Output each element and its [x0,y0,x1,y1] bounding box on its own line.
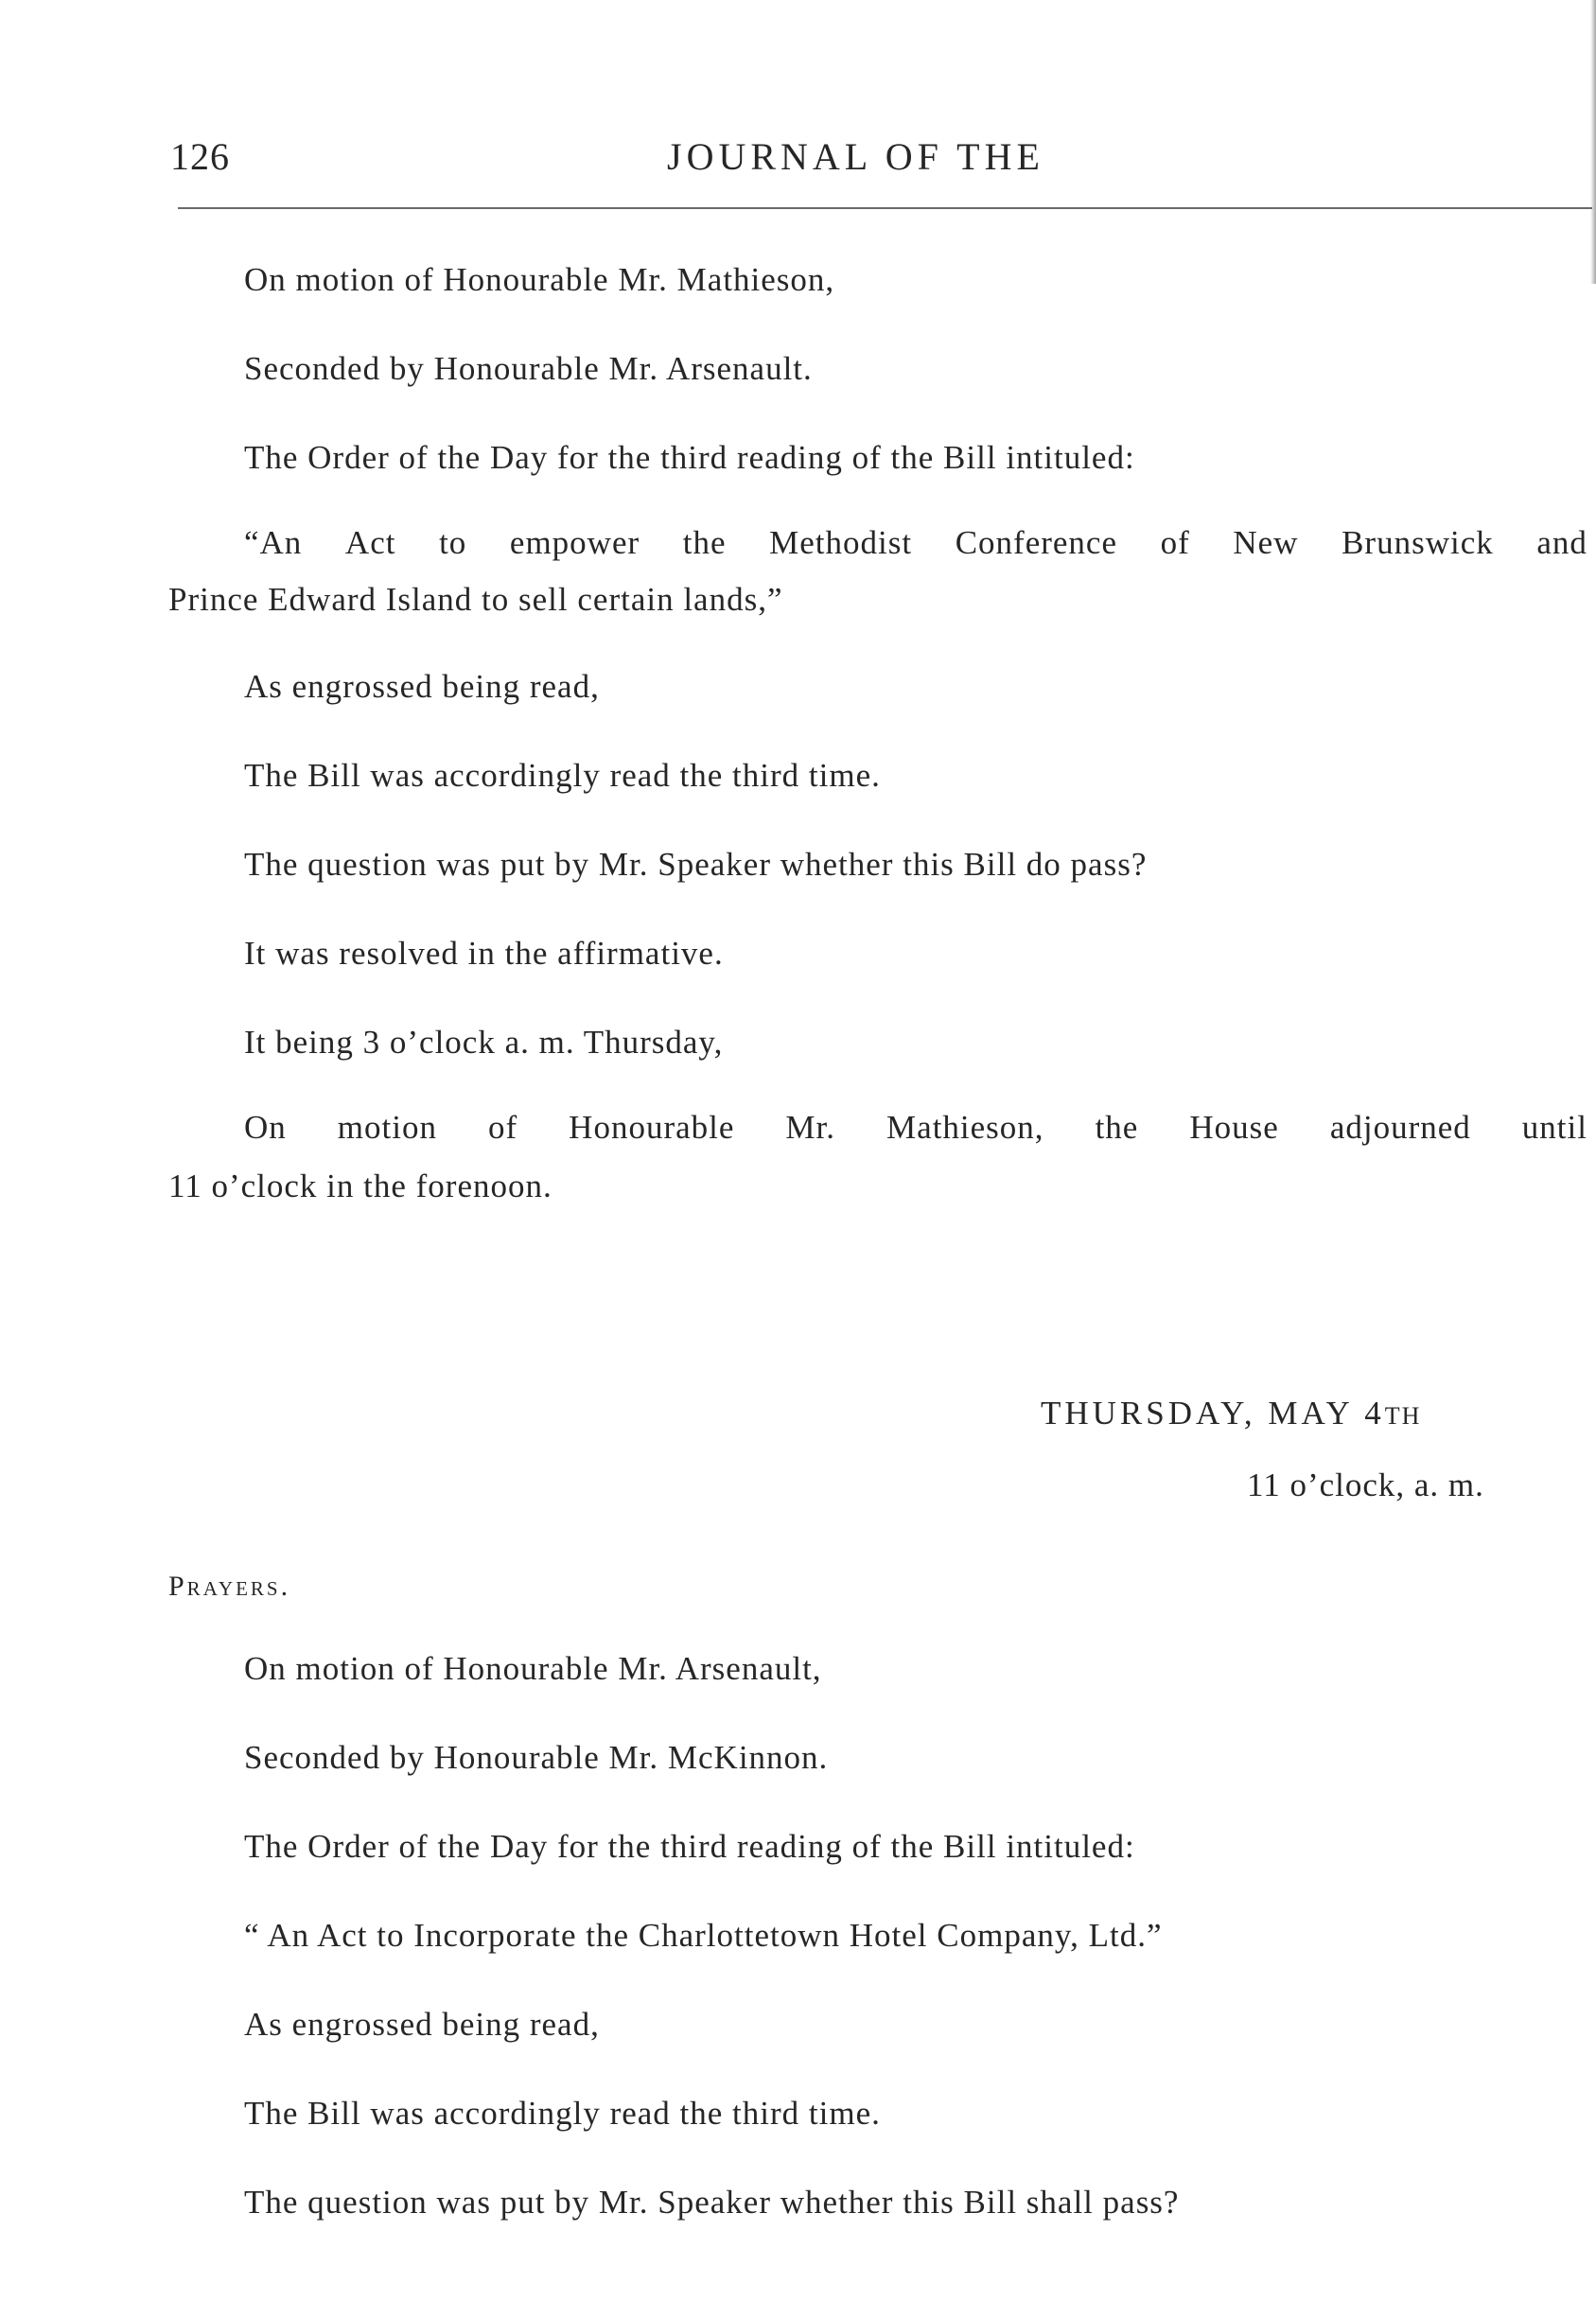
date-main: THURSDAY, MAY 4 [1041,1395,1385,1432]
header-rule [178,207,1592,209]
running-head [170,134,1589,191]
word: to [439,524,467,561]
word: Brunswick [1342,524,1494,561]
motion-line: On motion of Honourable Mr. Arsenault, [244,1650,822,1687]
word: motion [337,1109,437,1146]
resolved-line: It was resolved in the affirmative. [244,935,724,972]
act-title-line-2: Prince Edward Island to sell certain lands,” [168,581,783,618]
adjourn-line-2: 11 o’clock in the forenoon. [168,1168,552,1204]
sitting-time: 11 o’clock, a. m. [1247,1467,1484,1503]
act-title-line: “ An Act to Incorporate the Charlottetown Hotel Company, Ltd.” [244,1917,1163,1954]
word: New [1233,524,1299,561]
order-of-day-line: The Order of the Day for the third reading of the Bill intituled: [244,439,1135,476]
engrossed-line: As engrossed being read, [244,668,600,705]
word: and [1536,524,1587,561]
word: the [682,524,727,561]
read-third-line: The Bill was accordingly read the third time. [244,2095,881,2132]
act-title-line-1 [244,526,1587,559]
word: Conference [955,524,1117,561]
word: empower [509,524,640,561]
question-line: The question was put by Mr. Speaker whether this Bill shall pass? [244,2184,1180,2221]
engrossed-line: As engrossed being read, [244,2006,600,2043]
word: Mathieson, [886,1109,1044,1146]
seconded-line: Seconded by Honourable Mr. McKinnon. [244,1739,829,1776]
word: adjourned [1329,1109,1471,1146]
word: House [1189,1109,1279,1146]
time-note-line: It being 3 o’clock a. m. Thursday, [244,1024,724,1061]
word: Methodist [769,524,913,561]
word: of [488,1109,518,1146]
prayers-heading: Prayers. [168,1571,291,1602]
word: Honourable [569,1109,735,1146]
read-third-line: The Bill was accordingly read the third time. [244,757,881,794]
word: the [1095,1109,1139,1146]
word: of [1160,524,1190,561]
motion-line: On motion of Honourable Mr. Mathieson, [244,261,835,298]
page-number: 126 [170,135,230,178]
date-suffix: TH [1384,1402,1422,1430]
page-edge-shadow [1590,0,1596,284]
word: Mr. [785,1109,836,1146]
journal-title: JOURNAL OF THE [667,135,1044,178]
date-heading [1041,1395,1421,1432]
word: On [244,1109,287,1146]
word: Act [344,524,396,561]
question-line: The question was put by Mr. Speaker whether this Bill do pass? [244,846,1148,883]
adjourn-line-1 [244,1111,1587,1144]
word: until [1521,1109,1587,1146]
seconded-line: Seconded by Honourable Mr. Arsenault. [244,350,813,387]
order-of-day-line: The Order of the Day for the third reading of the Bill intituled: [244,1828,1135,1865]
word: “An [244,524,303,561]
